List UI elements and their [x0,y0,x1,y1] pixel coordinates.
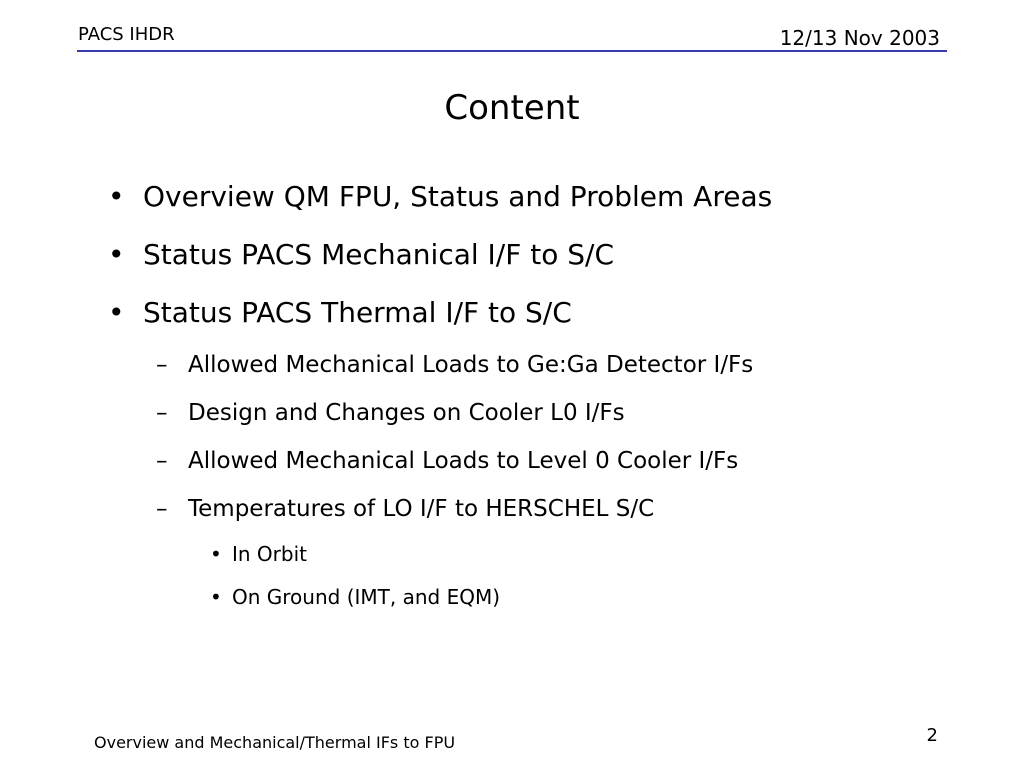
subbullet-text: Temperatures of LO I/F to HERSCHEL S/C [188,496,655,522]
bullet-item [108,296,572,329]
bullet-text: Status PACS Thermal I/F to S/C [143,296,572,329]
bullet-item [108,238,614,271]
subbullet-item [156,400,625,426]
subbullet-text: Allowed Mechanical Loads to Ge:Ga Detector I/Fs [188,352,754,378]
bullet-mark: • [108,180,125,213]
bullet-mark: • [210,585,222,609]
subsubbullet-item [210,542,307,566]
subbullet-item [156,352,753,378]
subbullet-text: Allowed Mechanical Loads to Level 0 Cooler I/Fs [188,448,739,474]
dash-mark: – [156,448,168,474]
dash-mark: – [156,496,168,522]
bullet-text: Status PACS Mechanical I/F to S/C [143,238,615,271]
header-date: 12/13 Nov 2003 [779,26,940,50]
bullet-item [108,180,772,213]
bullet-text: Overview QM FPU, Status and Problem Areas [143,180,773,213]
footer-text: Overview and Mechanical/Thermal IFs to FPU [94,733,456,752]
bullet-mark: • [108,296,125,329]
subbullet-item [156,448,738,474]
dash-mark: – [156,400,168,426]
dash-mark: – [156,352,168,378]
subbullet-item [156,496,654,522]
bullet-mark: • [210,542,222,566]
page-number: 2 [926,725,938,746]
subbullet-text: Design and Changes on Cooler L0 I/Fs [188,400,625,426]
slide-title: Content [444,88,580,128]
subsubbullet-text: In Orbit [232,542,307,566]
subsubbullet-item [210,585,500,609]
subsubbullet-text: On Ground (IMT, and EQM) [232,585,501,609]
header-left-text: PACS IHDR [78,24,175,45]
bullet-mark: • [108,238,125,271]
